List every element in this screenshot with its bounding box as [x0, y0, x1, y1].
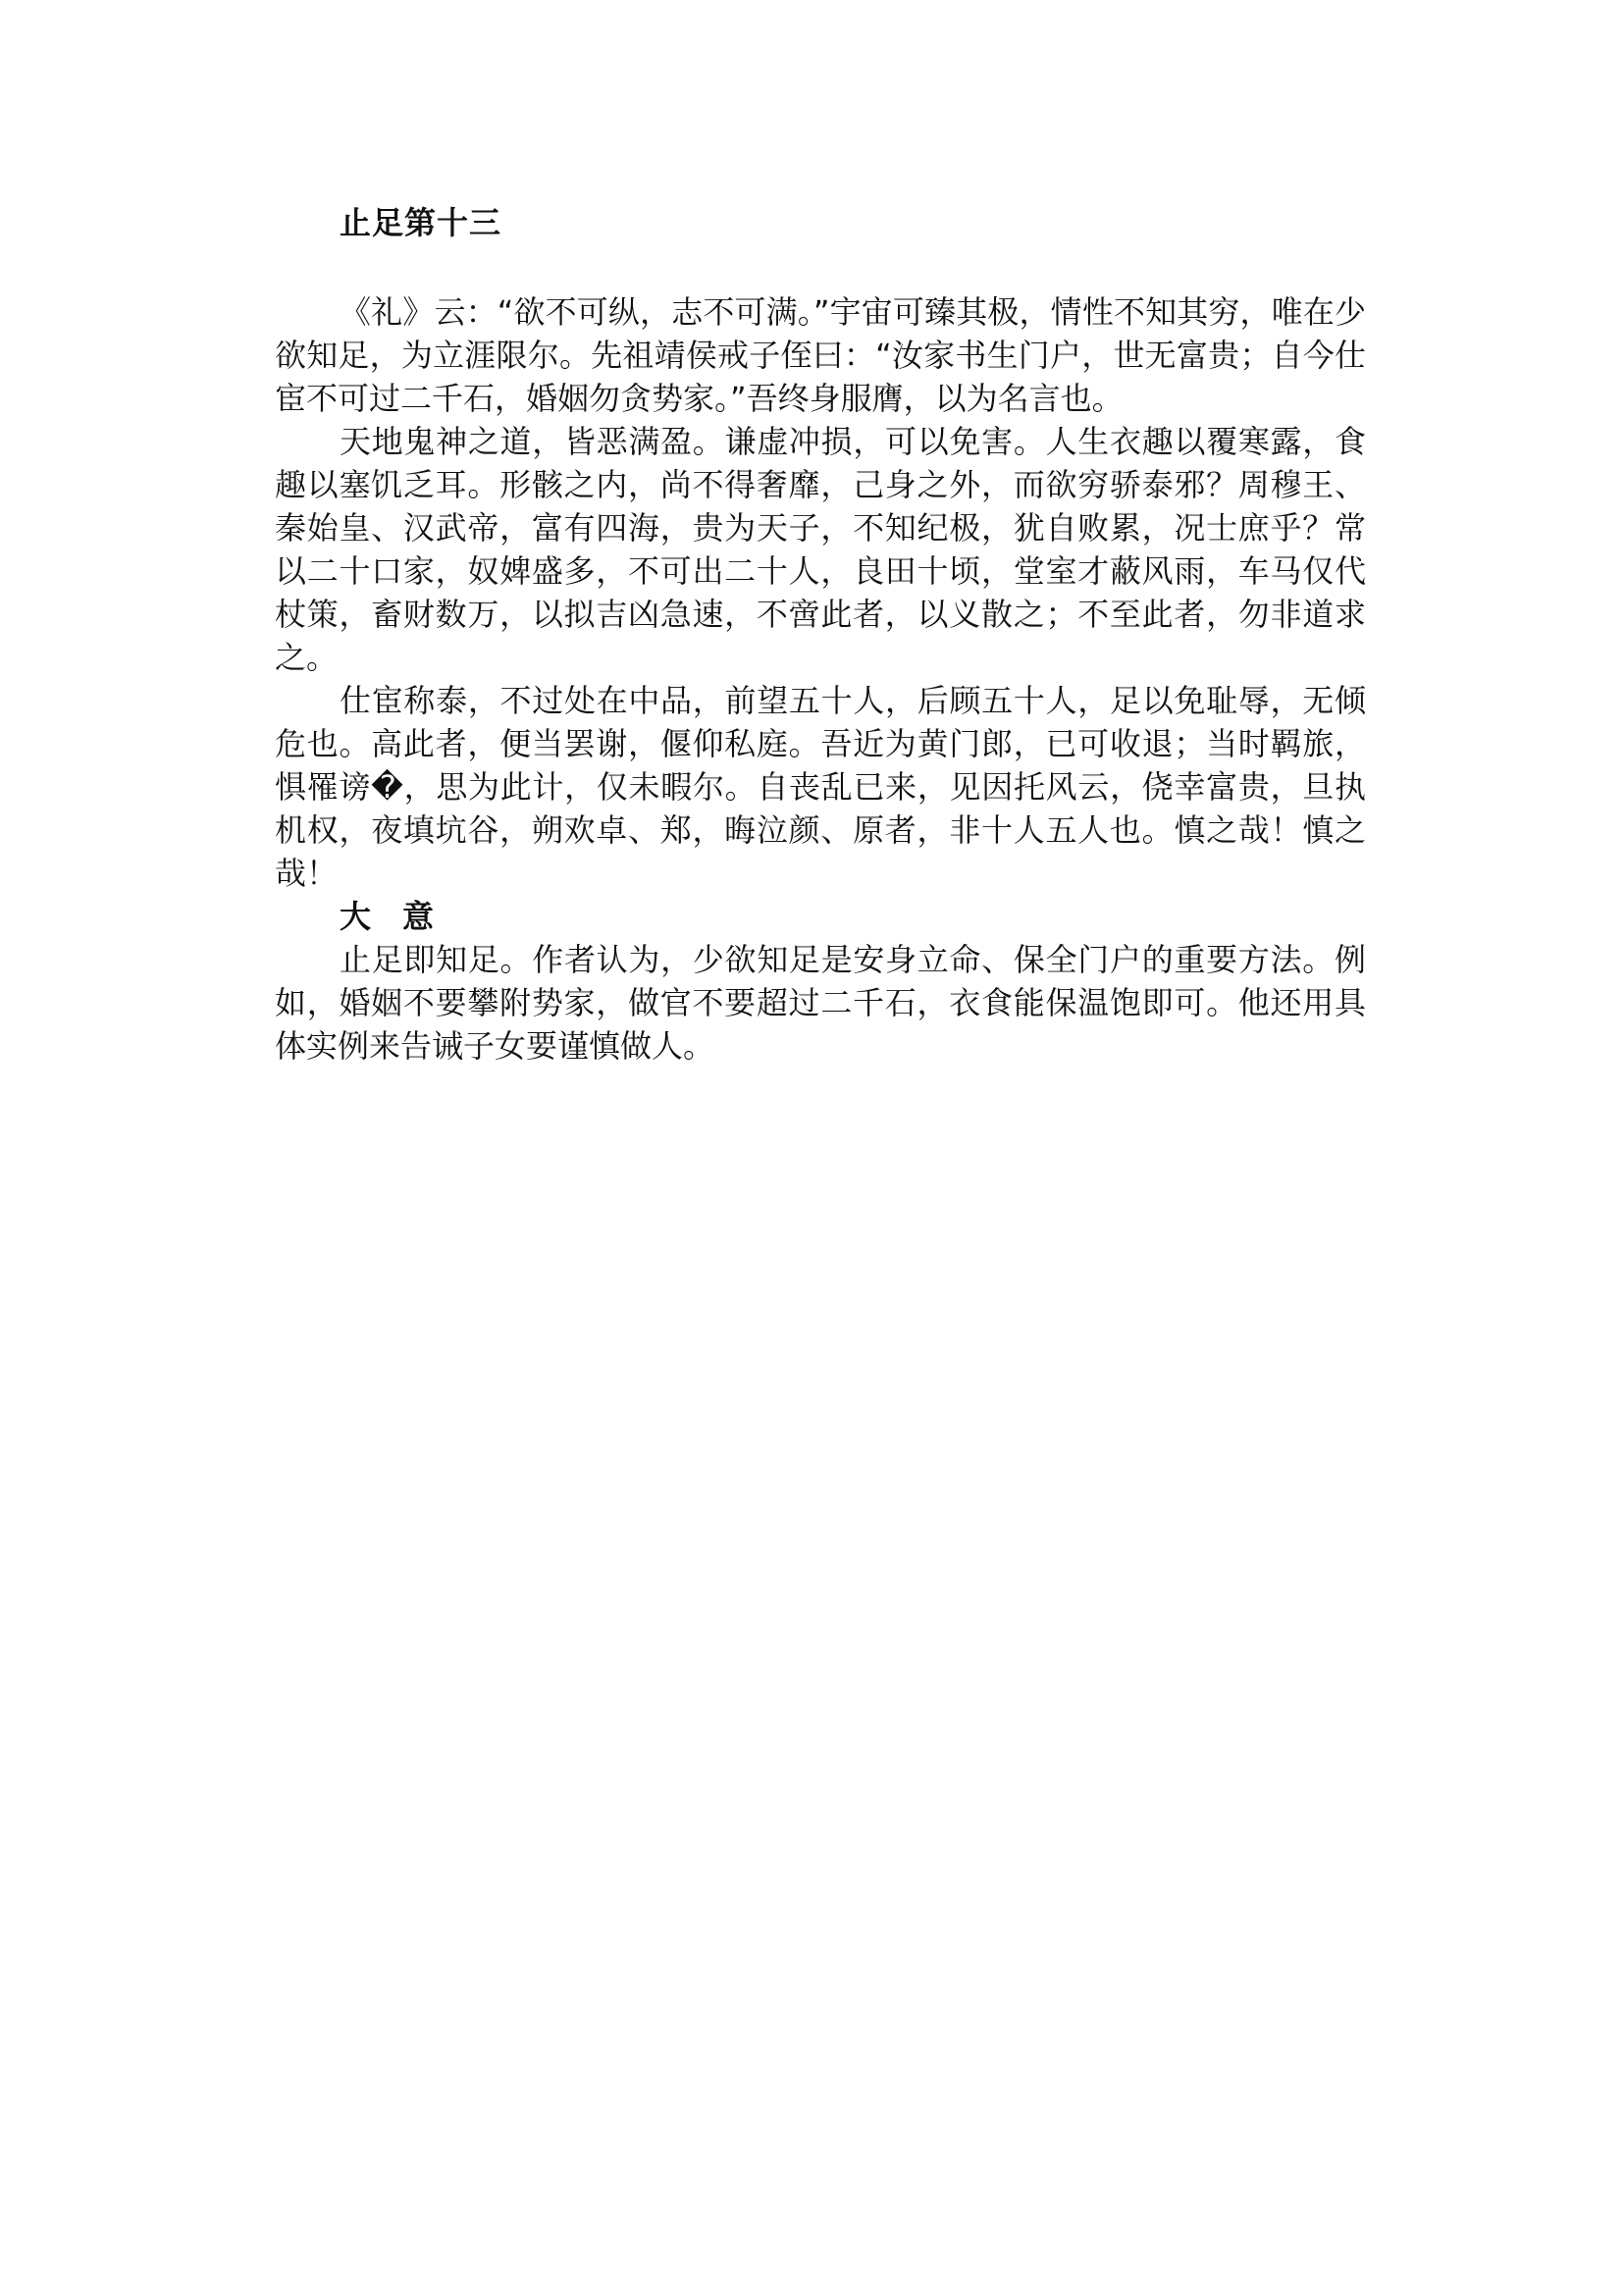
- body-paragraph-3: 仕宦称泰，不过处在中品，前望五十人，后顾五十人，足以免耻辱，无倾危也。高此者，便当罢谢，偃仰私庭。吾近为黄门郎，已可收退；当时羁旅，惧罹谤�，思为此计，仅未暇尔。自丧乱已来，见因托风云，侥幸富贵，旦执机权，夜填坑谷，朔欢卓、郑，晦泣颜、原者，非十人五人也。慎之哉！慎之哉！: [275, 682, 1366, 892]
- body-paragraph-2: 天地鬼神之道，皆恶满盈。谦虚冲损，可以免害。人生衣趣以覆寒露，食趣以塞饥乏耳。形骸之内，尚不得奢靡，己身之外，而欲穷骄泰邪？周穆王、秦始皇、汉武帝，富有四海，贵为天子，不知纪极，犹自败累，况士庶乎？常以二十口家，奴婢盛多，不可出二十人，良田十顷，堂室才蔽风雨，车马仅代杖策，畜财数万，以拟吉凶急速，不啻此者，以义散之；不至此者，勿非道求之。: [275, 423, 1366, 676]
- body-paragraph-1: 《礼》云：“欲不可纵，志不可满。”宇宙可臻其极，情性不知其穷，唯在少欲知足，为立涯限尔。先祖靖侯戒子侄曰：“汝家书生门户，世无富贵；自今仕宦不可过二千石，婚姻勿贪势家。”吾终身服膺，以为名言也。: [275, 293, 1366, 417]
- summary-heading: 大 意: [340, 898, 435, 935]
- chapter-title: 止足第十三: [340, 204, 502, 241]
- document-page: [275, 196, 1366, 1068]
- summary-paragraph: 止足即知足。作者认为，少欲知足是安身立命、保全门户的重要方法。例如，婚姻不要攀附势家，做官不要超过二千石，衣食能保温饱即可。他还用具体实例来告诫子女要谨慎做人。: [275, 941, 1366, 1065]
